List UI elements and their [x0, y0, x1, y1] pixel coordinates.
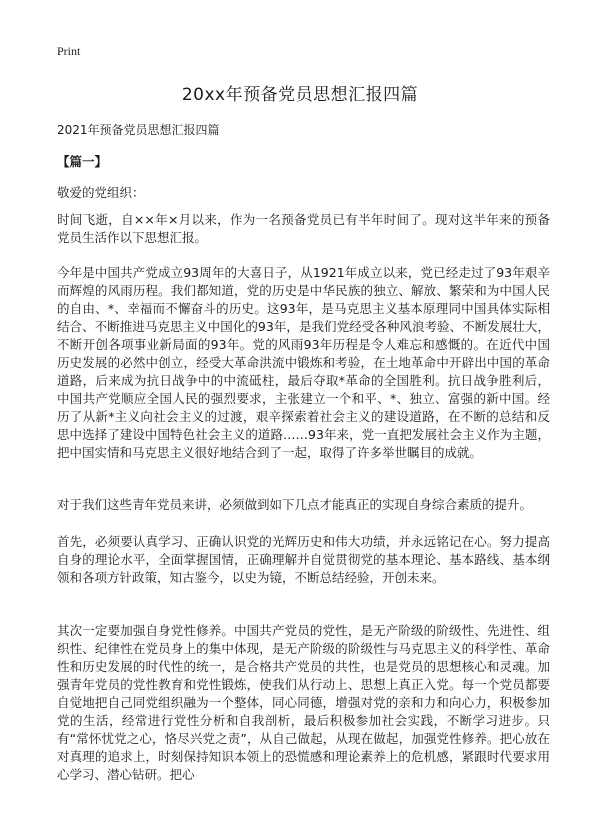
document-subtitle: 2021年预备党员思想汇报四篇: [57, 123, 220, 137]
paragraph: 今年是中国共产党成立93周年的大喜日子，从1921年成立以来，党已经走过了93年艰辛而辉煌的风雨历程。我们都知道，党的历史是中华民族的独立、解放、繁荣和为中国人民的自由、*、幸福而不懈奋斗的历史。这93年，是马克思主义基本原理同中国具体实际相结合、不断推进马克思主义中国化的93年，是我们党经受各种风浪考验、不断发展壮大，不断开创各项事业新局面的93年。党的风雨93年历程是令人难忘和感慨的。在近代中国历史发展的必然中创立，经受大革命洪流中锻炼和考验，在土地革命中开辟出中国的革命道路，后来成为抗日战争中的中流砥柱，最后夺取*革命的全国胜利。抗日战争胜利后，中国共产党顺应全国人民的强烈要求，主张建立一个和平、*、独立、富强的新中国。经历了从新*主义向社会主义的过渡，艰辛探索着社会主义的建设道路，在不断的总结和反思中选择了建设中国特色社会主义的道路……93年来，党一直把发展社会主义作为主题，把中国实情和马克思主义很好地结合到了一起，取得了许多举世瞩目的成就。: [57, 265, 550, 460]
salutation: 敬爱的党组织：: [57, 185, 145, 200]
section-heading: 【篇一】: [57, 154, 108, 169]
document-title: 20xx年预备党员思想汇报四篇: [181, 85, 419, 105]
paragraph: 其次一定要加强自身党性修养。中国共产党员的党性，是无产阶级的阶级性、先进性、组织性、纪律性在党员身上的集中体现，是无产阶级的阶级性与马克思主义的科学性、革命性和历史发展的时代性的统一，是合格共产党员的共性，也是党员的思想核心和灵魂。加强青年党员的党性教育和党性锻炼，使我们从行动上、思想上真正入党。每一个党员都要自觉地把自己同党组织融为一个整体，同心同德，增强对党的亲和力和向心力，积极参加党的生活，经常进行党性分析和自我剖析，最后积极参加社会实践，不断学习进步。只有“常怀忧党之心，恪尽兴党之责”，从自己做起，从现在做起，加强党性修养。把心放在对真理的追求上，时刻保持知识本领上的恐慌感和理论素养上的危机感，紧跟时代要求用心学习、潜心钻研。把心: [57, 623, 550, 782]
paragraph: 对于我们这些青年党员来讲，必须做到如下几点才能真正的实现自身综合素质的提升。: [57, 497, 533, 512]
print-link[interactable]: Print: [57, 44, 81, 58]
paragraph: 时间飞逝，自××年×月以来，作为一名预备党员已有半年时间了。现对这半年来的预备党员生活作以下思想汇报。: [57, 212, 550, 245]
paragraph: 首先，必须要认真学习、正确认识党的光辉历史和伟大功绩，并永远铭记在心。努力提高自身的理论水平，全面掌握国情，正确理解并自觉贯彻党的基本理论、基本路线、基本纲领和各项方针政策，知古鉴今，以史为镜，不断总结经验，开创未来。: [57, 534, 550, 585]
